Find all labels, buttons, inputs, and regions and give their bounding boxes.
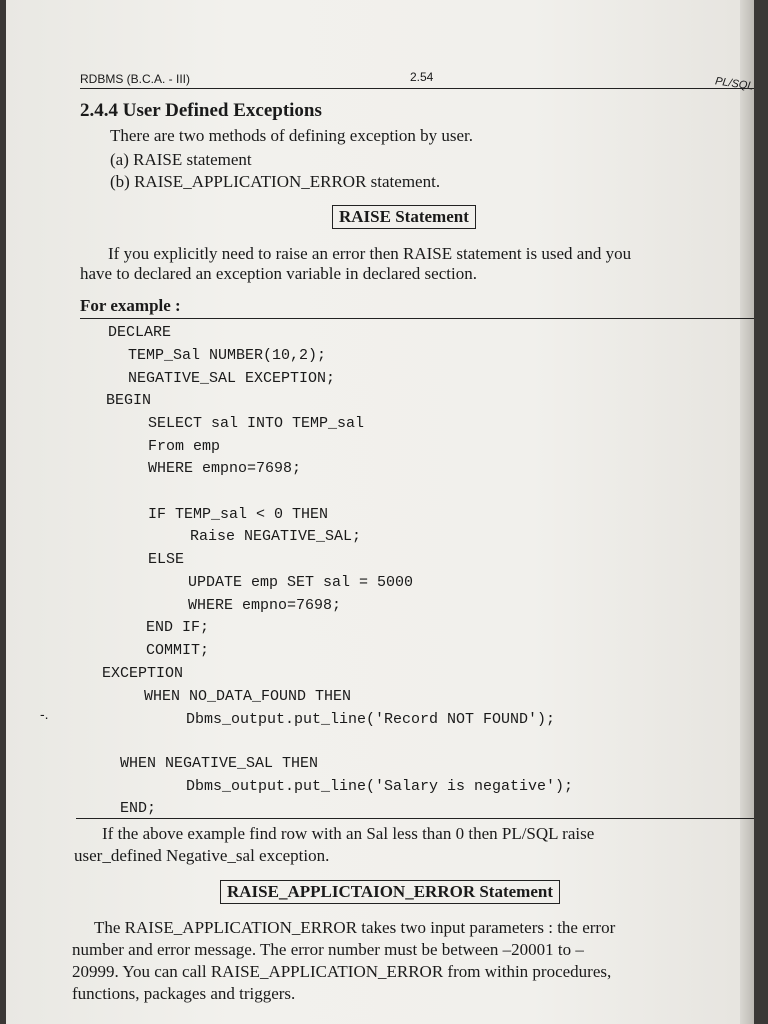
code-line: TEMP_Sal NUMBER(10,2);: [128, 347, 327, 364]
code-line: From emp: [148, 438, 221, 455]
header-chapter: PL/SQL: [714, 75, 755, 93]
section-title: 2.4.4 User Defined Exceptions: [80, 100, 322, 121]
code-line: COMMIT;: [146, 642, 210, 659]
code-line: WHEN NEGATIVE_SAL THEN: [120, 755, 319, 772]
after-paragraph-line-1: If the above example find row with an Sal less than 0 then PL/SQL raise: [102, 824, 595, 843]
after-paragraph-line-2: user_defined Negative_sal exception.: [74, 846, 330, 865]
rae-paragraph-line-1: The RAISE_APPLICATION_ERROR takes two input parameters : the error: [94, 918, 616, 937]
raise-application-error-heading: RAISE_APPLICTAION_ERROR Statement: [220, 880, 560, 904]
code-line: NEGATIVE_SAL EXCEPTION;: [128, 370, 336, 387]
code-line: WHERE empno=7698;: [148, 460, 302, 477]
raise-paragraph-line-1: If you explicitly need to raise an error then RAISE statement is used and you: [108, 244, 632, 263]
header-book-title: RDBMS (B.C.A. - III): [80, 72, 191, 86]
code-line: WHEN NO_DATA_FOUND THEN: [144, 688, 352, 705]
code-line: DECLARE: [108, 324, 172, 341]
rae-paragraph-line-2: number and error message. The error number must be between –20001 to –: [72, 940, 584, 959]
code-line: ELSE: [148, 551, 185, 568]
code-line: BEGIN: [106, 392, 152, 409]
code-line: UPDATE emp SET sal = 5000: [188, 574, 414, 591]
code-line: IF TEMP_sal < 0 THEN: [148, 506, 329, 523]
method-b: (b) RAISE_APPLICATION_ERROR statement.: [110, 172, 441, 191]
raise-statement-heading: RAISE Statement: [332, 205, 476, 229]
code-line: WHERE empno=7698;: [188, 597, 342, 614]
header-page-number: 2.54: [410, 70, 434, 84]
code-line: END;: [120, 800, 157, 817]
method-a: (a) RAISE statement: [110, 150, 252, 169]
code-bottom-rule: [76, 818, 754, 819]
margin-mark: -.: [40, 706, 49, 722]
code-line: Dbms_output.put_line('Record NOT FOUND');: [186, 711, 556, 728]
code-line: Dbms_output.put_line('Salary is negative');: [186, 778, 574, 795]
example-rule: [80, 318, 754, 319]
book-page: [6, 0, 754, 1024]
code-line: Raise NEGATIVE_SAL;: [190, 528, 362, 545]
code-line: END IF;: [146, 619, 210, 636]
header-rule: [80, 88, 754, 89]
raise-paragraph-line-2: have to declared an exception variable in declared section.: [80, 264, 477, 283]
running-header: [80, 70, 755, 93]
code-line: SELECT sal INTO TEMP_sal: [148, 415, 365, 432]
code-line: EXCEPTION: [102, 665, 184, 682]
section-intro: There are two methods of defining exception by user.: [110, 126, 474, 145]
page-edge: [740, 0, 754, 1024]
rae-paragraph-line-4: functions, packages and triggers.: [72, 984, 296, 1003]
rae-paragraph-line-3: 20999. You can call RAISE_APPLICATION_ERROR from within procedures,: [72, 962, 612, 981]
example-label: For example :: [80, 296, 181, 315]
